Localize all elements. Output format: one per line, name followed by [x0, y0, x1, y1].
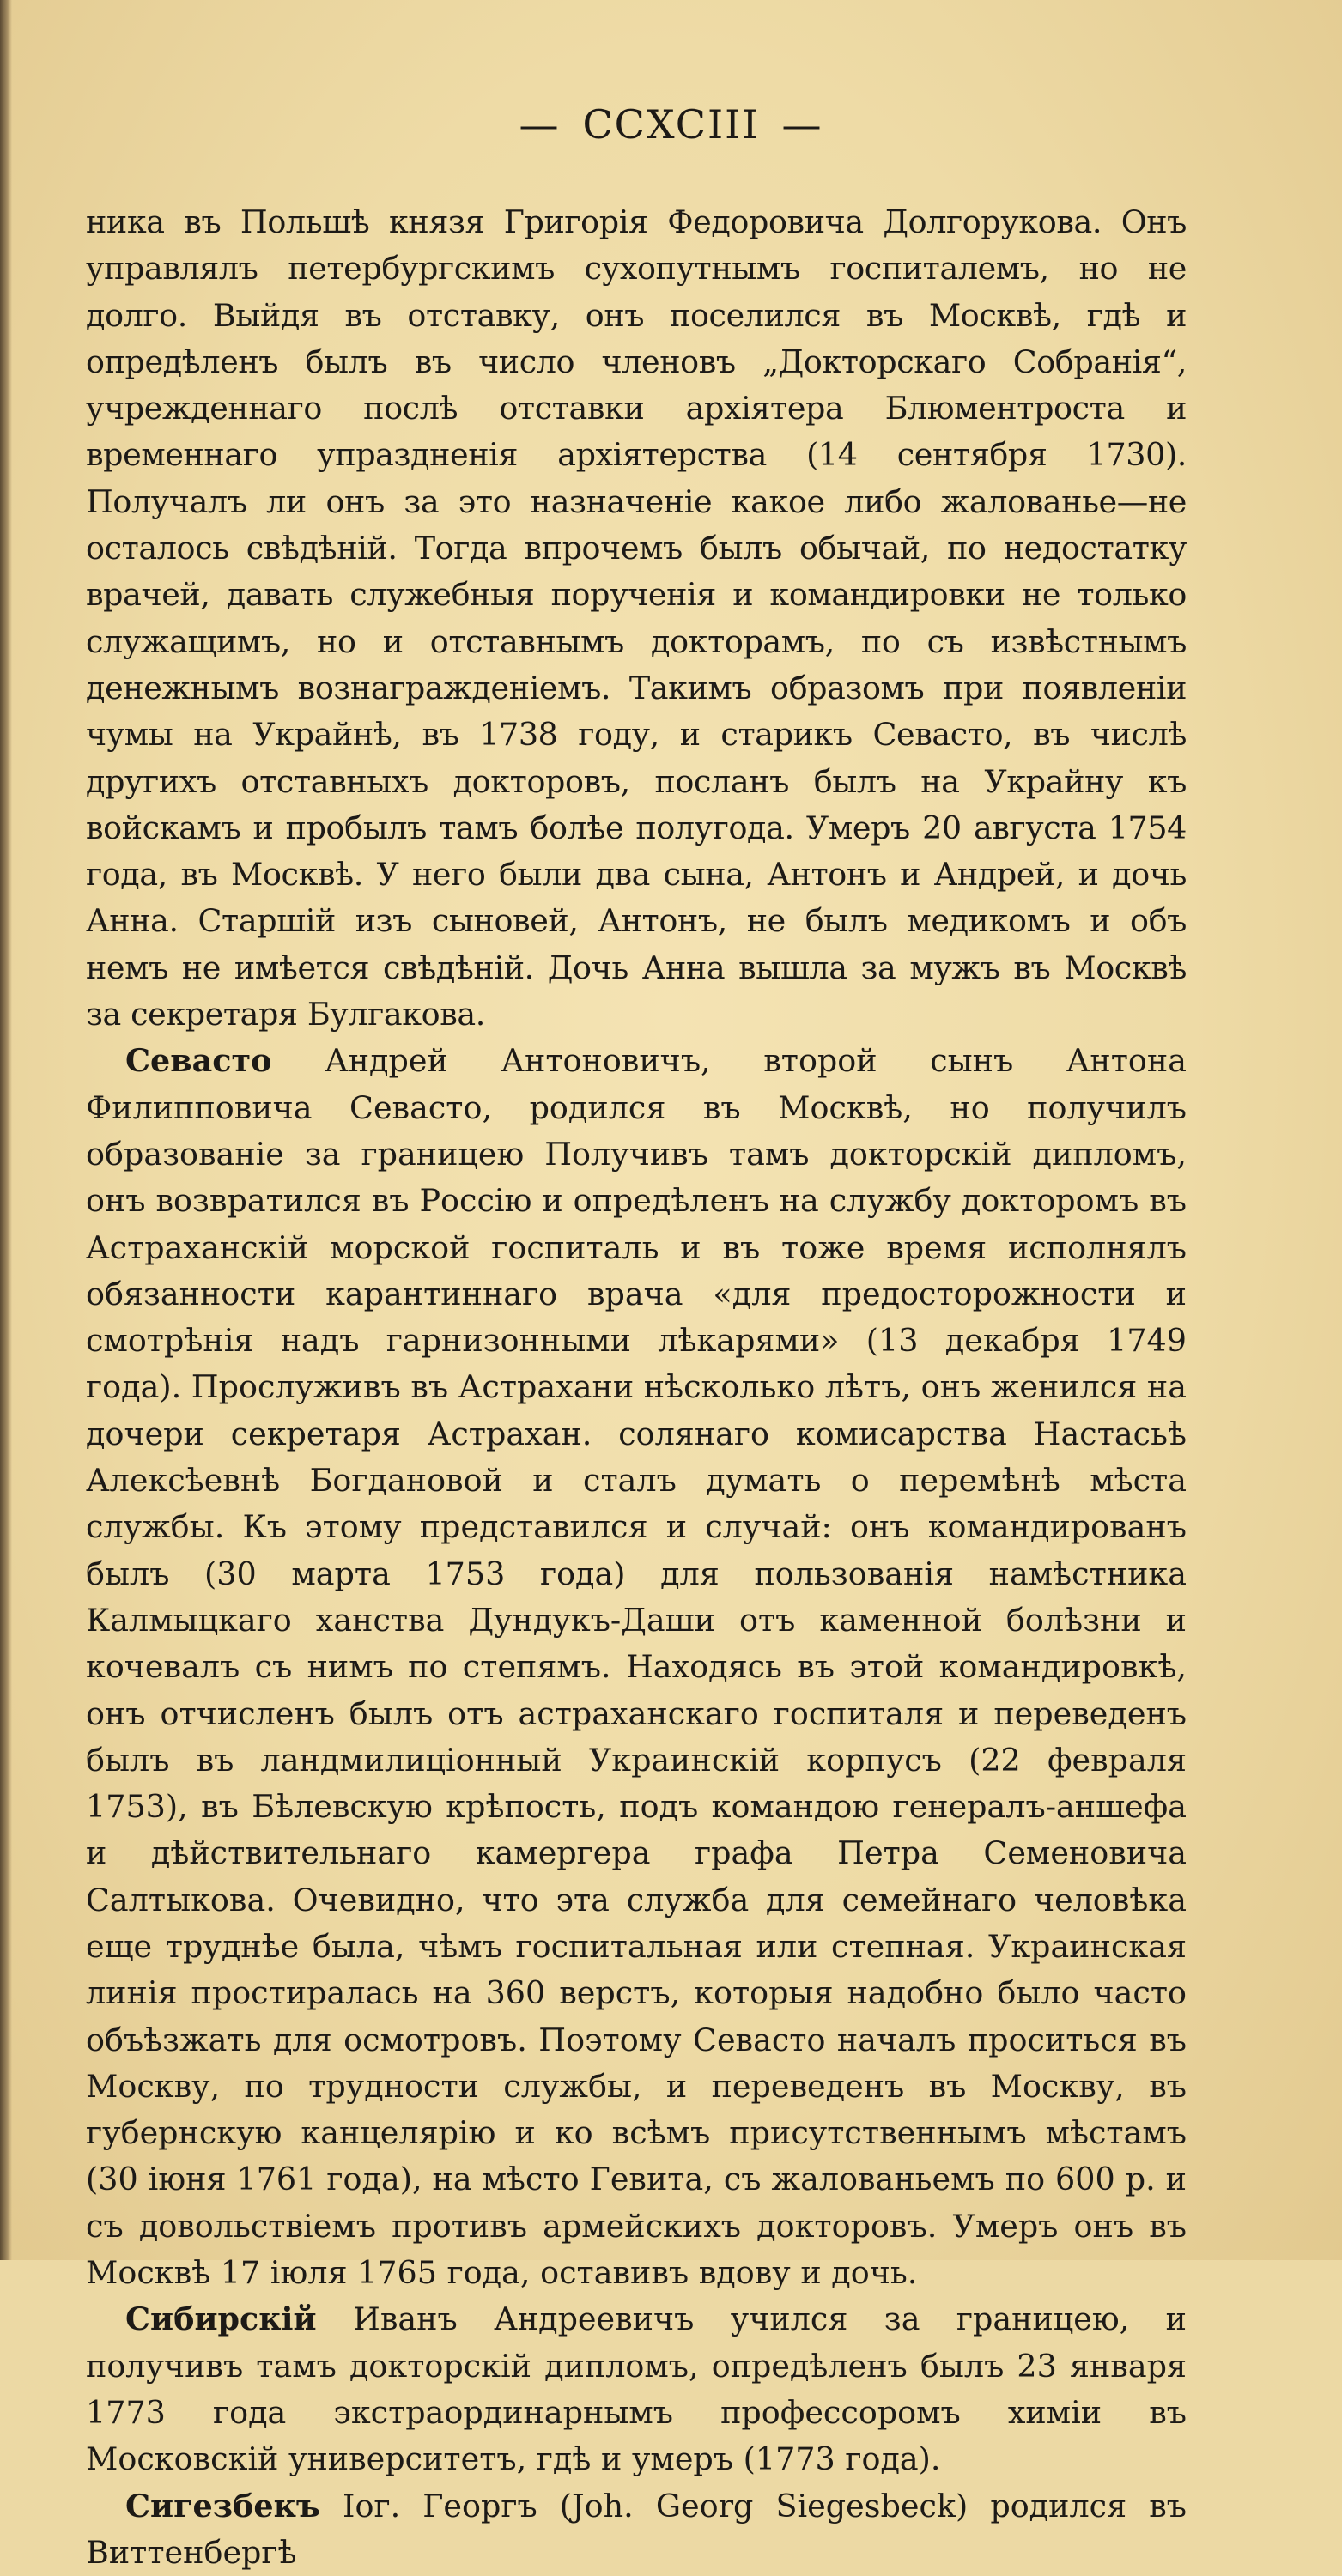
entry-text: Іог. Георгъ (Joh. Georg Siegesbeck) родился въ Виттенбергѣ — [86, 2487, 1187, 2571]
entry-sibirsky — [86, 2296, 1187, 2482]
body-text — [86, 199, 1187, 2576]
entry-name: Сигезбекъ — [125, 2487, 320, 2524]
paragraph-text: ника въ Польшѣ князя Григорія Федоровича Долгорукова. Онъ управлялъ петербургскимъ сухопутнымъ госпиталемъ, но не долго. Выйдя въ отставку, онъ поселился въ Москвѣ, гдѣ и опредѣленъ былъ въ число членовъ „Докторскаго Собранія“, учрежденнаго послѣ отставки архіятера Блюментроста и временнаго упраздненія архіятерства (14 сентября 1730). Получалъ ли онъ за это назначеніе какое либо жалованье—не осталось свѣдѣній. Тогда впрочемъ былъ обычай, по недостатку врачей, давать служебныя порученія и командировки не только служащимъ, но и отставнымъ докторамъ, по съ извѣстнымъ денежнымъ вознагражденіемъ. Такимъ образомъ при появленіи чумы на Украйнѣ, въ 1738 году, и старикъ Севасто, въ числѣ другихъ отставныхъ докторовъ, посланъ былъ на Украйну къ войскамъ и пробылъ тамъ болѣе полугода. Умеръ 20 августа 1754 года, въ Москвѣ. У него были два сына, Антонъ и Андрей, и дочь Анна. Старшій изъ сыновей, Антонъ, не былъ медикомъ и объ немъ не имѣется свѣдѣній. Дочь Анна вышла за мужъ въ Москвѣ за секретаря Булгакова. — [86, 203, 1187, 1033]
entry-sigezbek — [86, 2483, 1187, 2576]
entry-name: Севасто — [125, 1042, 272, 1080]
header-dash-right: — — [781, 101, 823, 148]
entry-name: Сибирскій — [125, 2300, 317, 2338]
page-spine-shadow — [0, 0, 12, 2260]
entry-text: Иванъ Андреевичъ учился за границею, и получивъ тамъ докторскій дипломъ, опредѣленъ былъ 23 января 1773 года экстраординарнымъ профессоромъ химіи въ Московскій университетъ, гдѣ и умеръ (1773 года). — [86, 2300, 1187, 2478]
entry-text: Андрей Антоновичъ, второй сынъ Антона Филипповича Севасто, родился въ Москвѣ, но получилъ образованіе за границею Получивъ тамъ докторскій дипломъ, онъ возвратился въ Россію и опредѣленъ на службу докторомъ въ Астраханскій морской госпиталь и въ тоже время исполнялъ обязанности карантиннаго врача «для предосторожности и смотрѣнія надъ гарнизонными лѣкарями» (13 декабря 1749 года). Прослуживъ въ Астрахани нѣсколько лѣтъ, онъ женился на дочери секретаря Астрахан. солянаго комисарства Настасьѣ Алексѣевнѣ Богдановой и сталъ думать о перемѣнѣ мѣста службы. Къ этому представился и случай: онъ командированъ былъ (30 марта 1753 года) для пользованія намѣстника Калмыцкаго ханства Дундукъ-Даши отъ каменной болѣзни и кочевалъ съ нимъ по степямъ. Находясь въ этой командировкѣ, онъ отчисленъ былъ отъ астраханскаго госпиталя и переведенъ былъ въ ландмилиціонный Украинскій корпусъ (22 февраля 1753), въ Бѣлевскую крѣпость, подъ командою генералъ-аншефа и дѣйствительнаго камергера графа Петра Семеновича Салтыкова. Очевидно, что эта служба для семейнаго человѣка еще труднѣе была, чѣмъ госпитальная или степная. Украинская линія простиралась на 360 верстъ, которыя надобно было часто объѣзжать для осмотровъ. Поэтому Севасто началъ проситься въ Москву, по трудности службы, и переведенъ въ Москву, въ губернскую канцелярію и ко всѣмъ присутственнымъ мѣстамъ (30 іюня 1761 года), на мѣсто Гевита, съ жалованьемъ по 600 р. и съ довольствіемъ противъ армейскихъ докторовъ. Умеръ онъ въ Москвѣ 17 іюля 1765 года, оставивъ вдову и дочь. — [86, 1042, 1187, 2292]
paragraph-continuation — [86, 199, 1187, 1038]
entry-sevasto — [86, 1038, 1187, 2296]
page-number: CCXCIII — [582, 101, 760, 148]
header-dash-left: — — [519, 101, 561, 148]
page-header — [0, 101, 1342, 148]
